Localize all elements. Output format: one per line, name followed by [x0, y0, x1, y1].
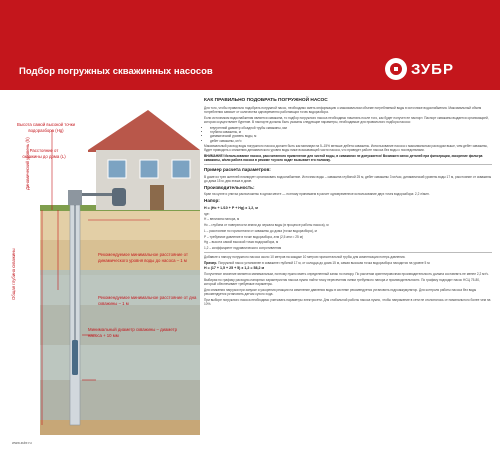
intro-paragraph-1: Для того, чтобы правильно подобрать погружной насос, необходимо иметь информацию о максимальном объеме потребляемой воды в источнике водоснабжения. Максимальный объем потребления зависит от количества одновременно работающих точек водоразбора. — [204, 106, 482, 115]
params-list-item: • внутренний диаметр обсадной трубы скважины, мм — [210, 126, 492, 130]
params-list-item: • дебет скважины, м³/ч — [210, 139, 492, 143]
label-min-distance-bottom: Рекомендуемое минимальное расстояние от дна скважины – 1 м — [98, 295, 197, 306]
article-column — [204, 98, 492, 438]
label-total-depth: Общая глубина скважины — [11, 248, 16, 300]
definition-line: L – расстояние по горизонтали от скважины до дома (точки водоразбора), м — [204, 228, 317, 233]
params-list — [204, 126, 492, 143]
example2-formula: H = (17 + 1,5 + 25 + 5) x 1,2 = 58,2 м — [204, 266, 265, 271]
label-min-distance-dynamic: Рекомендуемое минимальное расстояние от динамического уровня воды до насоса – 1 м — [98, 252, 188, 263]
head-formula: H = (Hс + L/10 + P + Hg) x 1,2, м — [204, 205, 258, 210]
definition-line: 1,2 – коэффициент гидравлического сопротивления — [204, 246, 282, 251]
productivity-text: Кран на кухне и унитаз расположены в одном месте — поэтому принимаем в расчет одновременное использование двух точек водоразбора: 2,2 л/мин. — [204, 192, 430, 197]
paragraph-5: Выбирая по графику расходно-напорных характеристик насоса нужно найти точку пересечения линии требуемого напора и производительности. По графику подходит насос НСЦ 75-80, который обеспечивает требуемые параметры. — [204, 277, 480, 286]
footer-url[interactable]: www.zubr.ru — [12, 441, 32, 445]
params-list-item: • динамический уровень воды, м — [210, 134, 492, 138]
example2-text: Погружной насос установлен в скважине глубиной 17 м, от колодца до дома 15 м, самая высокая точка водоразбора находится на уровне 5 м: — [218, 260, 431, 265]
paragraph-4: Полученное значение является минимальным, поэтому нужно иметь определенный запас по напору. По расчетам ориентировочная производительность должна составлять не менее 2,2 м³/ч. — [204, 272, 489, 277]
productivity-heading: Производительность: — [204, 184, 255, 190]
attention-paragraph: ВНИМАНИЕ! Использование насоса, рассчитанного применение для чистой воды, в скважинах не допускается! Возможен износ деталей при фильтрации, засорение фильтра скважины, и/или работа насоса в режиме «сухого хода» вызывает его поломку. — [204, 154, 483, 163]
params-list-item: • глубина скважины, м — [210, 130, 492, 134]
label-dynamic-level: Динамический уровень (h) — [25, 137, 30, 190]
definition-line: H – величина напора, м — [204, 217, 240, 222]
note-paragraph: Добавьте к напору погружного насоса около 10 метров на каждые 10 метров горизонтальной трубы для компенсации потерь давления. — [204, 254, 406, 259]
brand-logo — [385, 57, 481, 81]
article-heading: КАК ПРАВИЛЬНО ПОДОБРАТЬ ПОГРУЖНОЙ НАСОС — [204, 98, 328, 103]
page-title: Подбор погружных скважинных насосов — [19, 66, 213, 77]
brand-mark-icon — [385, 58, 407, 80]
divider — [204, 164, 492, 165]
example2-heading: Пример. — [204, 260, 218, 265]
definition-line: P – требуемое давление в точке водоразбора, атм (2,5 атм = 25 м) — [204, 234, 303, 239]
definition-line: Hg – высота самой высокой точки водоразбора, м — [204, 240, 279, 245]
intro-paragraph-2: Если источником водоснабжения является скважина, то подбор погружного насоса необходимо начинать после того, как будет получен ее паспорт. Паспорт скважины выдается организацией, которая осуществляет бурение. В паспорте должны быть указаны следующие параметры, необходимые для правильного подбора насоса: — [204, 116, 489, 125]
header-banner — [0, 0, 500, 90]
where-label: где: — [204, 211, 210, 216]
label-min-diameter: Минимальный диаметр скважины – диаметр насоса + 10 мм — [88, 327, 177, 338]
head-heading: Напор: — [204, 198, 220, 204]
example-heading: Пример расчета параметров: — [204, 167, 271, 173]
label-distance-to-house: Расстояние от скважины до дома (L) — [22, 148, 66, 159]
label-highest-point: Высота самой высокой точки водоразбора (Hg) — [16, 122, 76, 133]
paragraph-7: При выборе погружного насоса необходимо учитывать параметры электросети. Для стабильной работы насоса нужно, чтобы напряжение в сети не отклонялось от номинального более чем на 10%. — [204, 297, 491, 306]
divider — [204, 252, 492, 253]
paragraph-6: Для снижения нагрузки при запуске и ускорения реакции на изменение давления воды в системе рекомендуется установить гидроаккумулятор. Для контроля работы насоса без воды рекомендуется установить датчик сухого хода. — [204, 287, 477, 296]
definition-line: Hс – глубина от поверхности земли до зеркала воды (в процессе работы насоса), м — [204, 223, 329, 228]
example-text: В доме из трех жителей планирует организовать водоснабжение. Источник воды – скважина глубиной 25 м, дебет скважины 3 м³/час, динамический уровень воды 17 м, расстояние от скважины до дома 15 м, два этажа в доме. — [204, 174, 492, 183]
paragraph-3: Максимальный расход воды погружного насоса должен быть как минимум на 5–15% меньше дебета скважины. Использование насоса с максимальным расходом выше, чем дебет скважины, будет приводить к снижению динамического уровня воды ниже всасывающей части насоса, что приведет работе насоса без воды с последствиями. — [204, 144, 488, 153]
brand-name: ЗУБР — [411, 60, 454, 78]
example2-paragraph — [204, 261, 492, 265]
well-diagram — [0, 90, 200, 435]
